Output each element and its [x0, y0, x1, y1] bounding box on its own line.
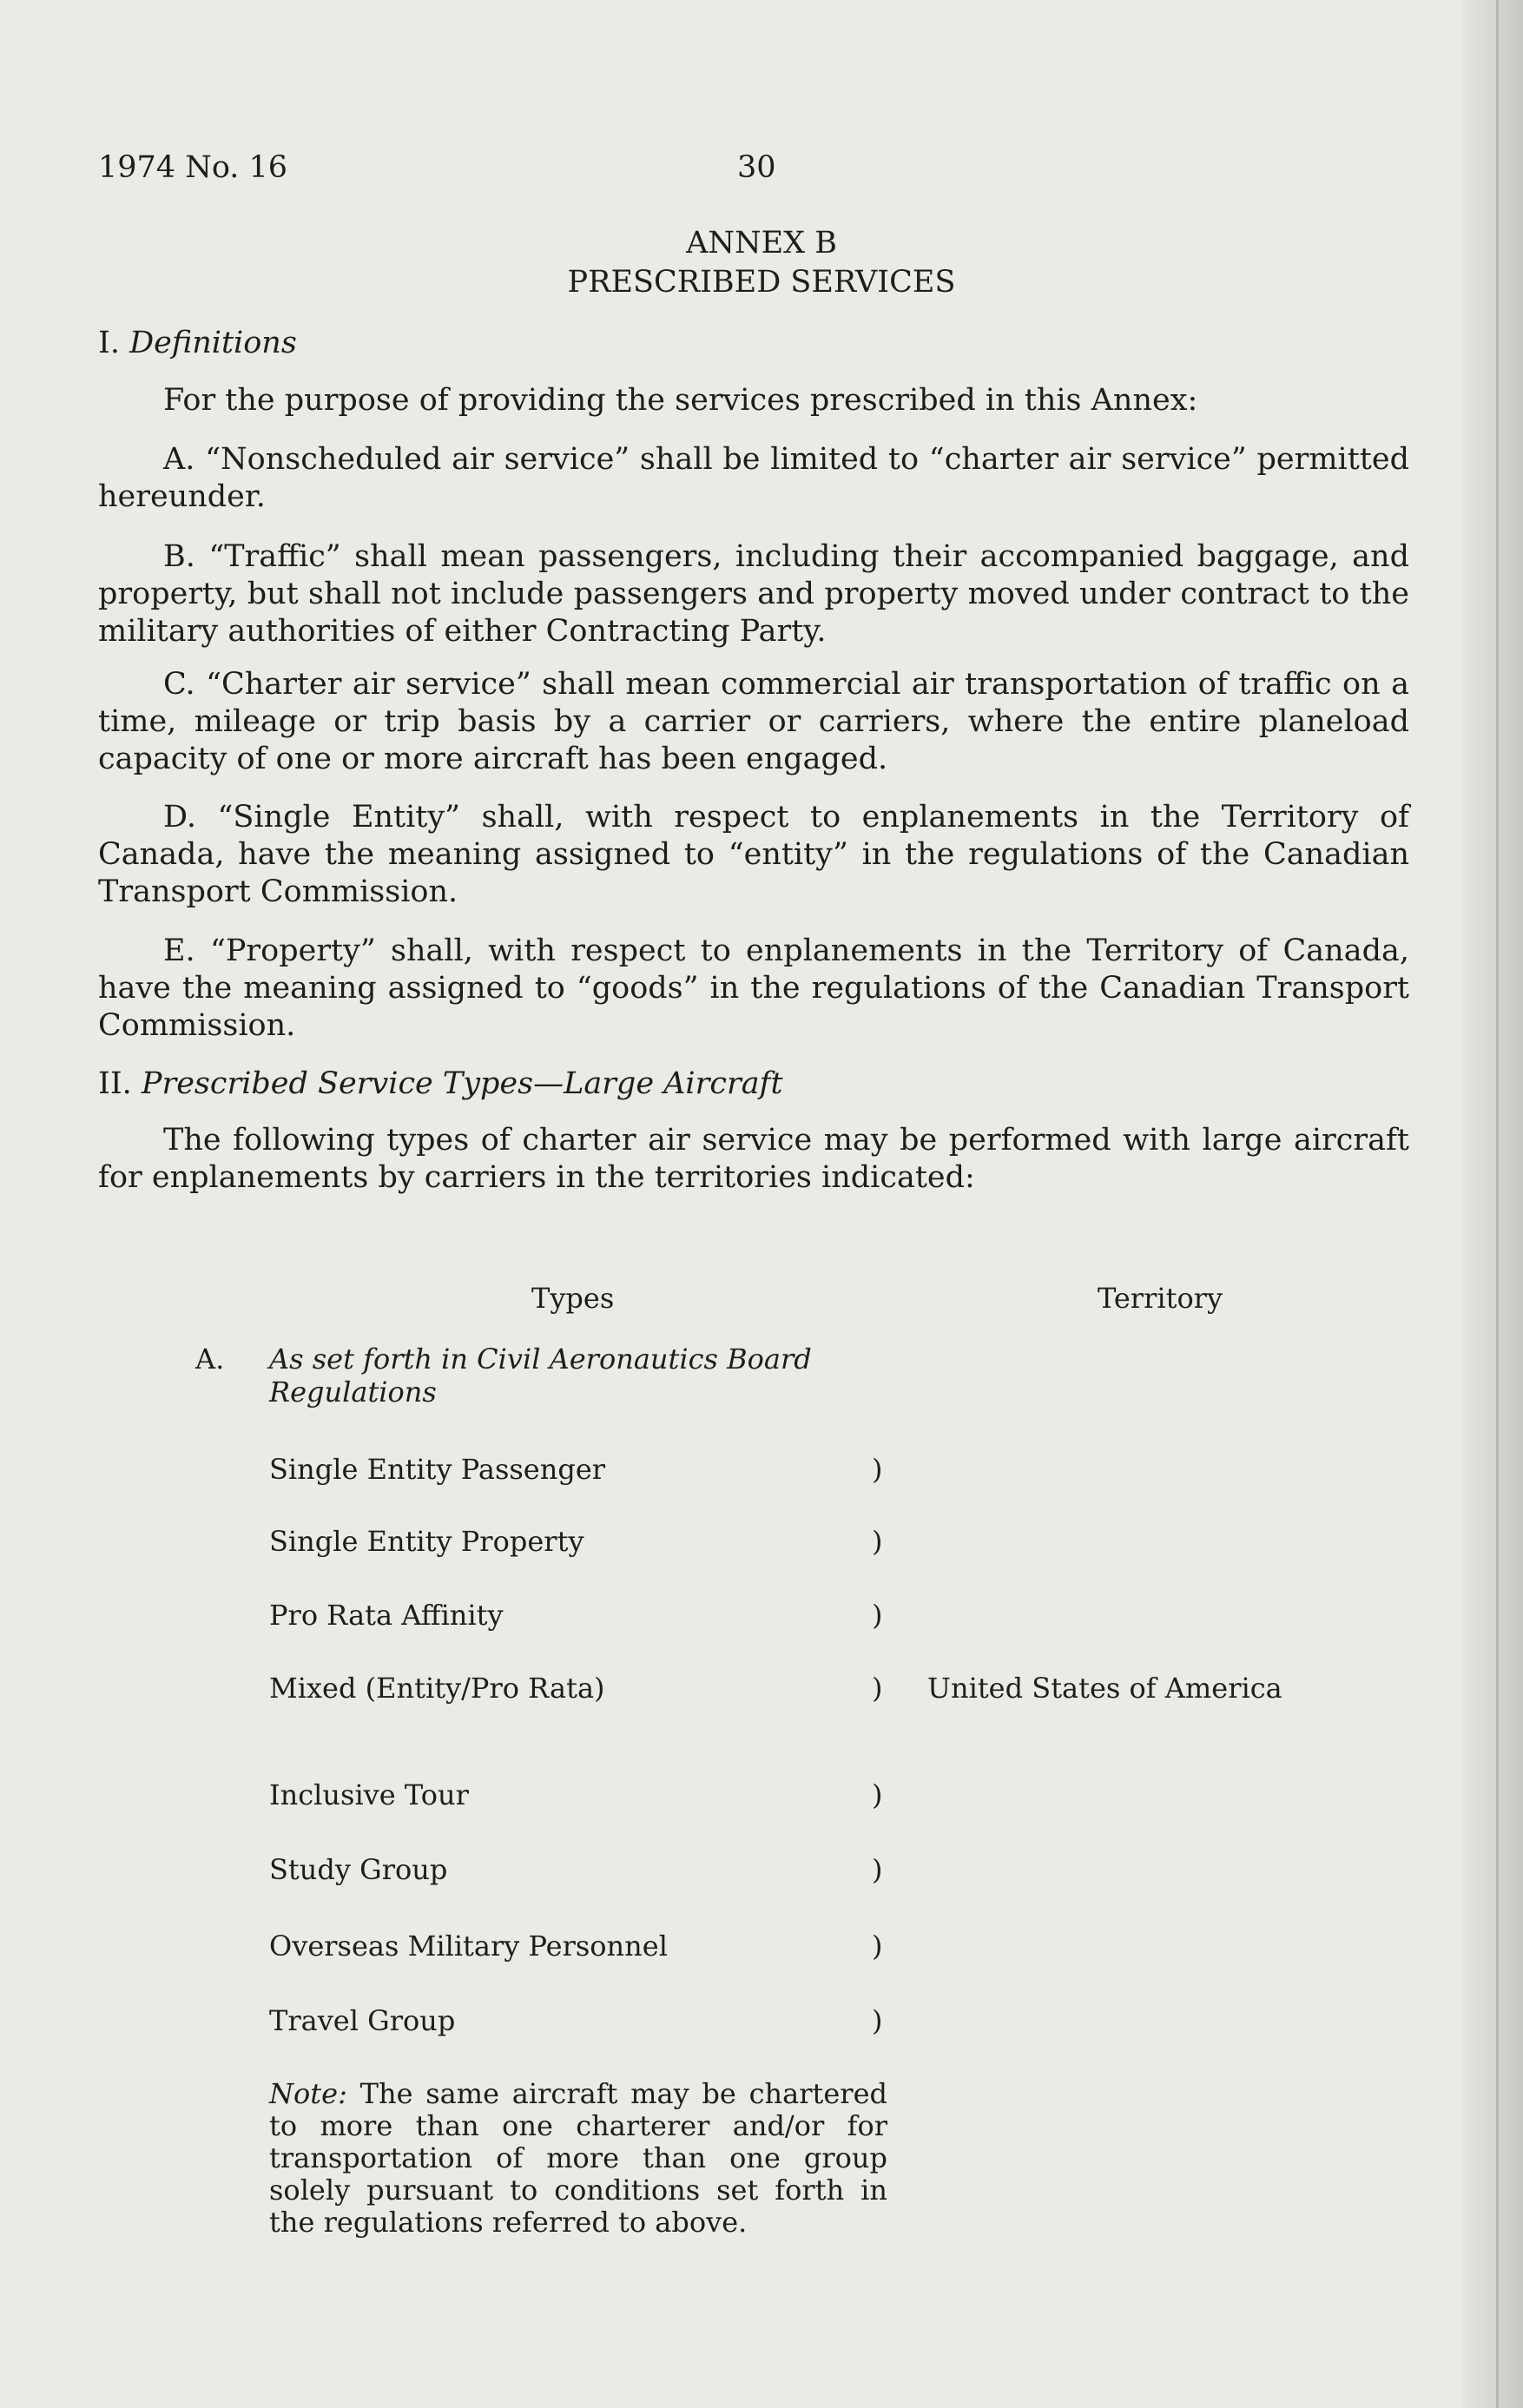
type-travel-group: Travel Group — [269, 2004, 456, 2037]
row-label: A. — [195, 1343, 225, 1376]
definition-e — [98, 933, 1409, 1045]
type-pro-rata-affinity: Pro Rata Affinity — [269, 1599, 504, 1632]
section-numeral: I. — [98, 326, 120, 360]
section-title: Prescribed Service Types—Large Aircraft — [141, 1066, 783, 1101]
document-number: 1974 No. 16 — [98, 150, 288, 185]
type-single-entity-property: Single Entity Property — [269, 1525, 584, 1558]
annex-subtitle: PRESCRIBED SERVICES — [567, 265, 956, 300]
definition-b — [98, 538, 1409, 650]
binding-line — [1496, 0, 1499, 2408]
bracket-mark: ) — [872, 2004, 883, 2037]
note-text: The same aircraft may be chartered to more than one charterer and/or for transportation of more than one group solely pursuant to conditions set forth in the regulations referred to above. — [269, 2077, 888, 2239]
bracket-mark: ) — [872, 1672, 883, 1705]
territory-value: United States of America — [927, 1672, 1282, 1705]
section-heading-service-types — [98, 1066, 783, 1101]
bracket-mark: ) — [872, 1853, 883, 1886]
definition-label: A. — [163, 442, 195, 477]
row-a-description: As set forth in Civil Aeronautics Board Regulations — [269, 1343, 812, 1409]
definition-text: “Single Entity” shall, with respect to enplanements in the Territory of Canada, have the meaning assigned to “entity” in the regulations of the Canadian Transport Commission. — [98, 800, 1409, 909]
column-header-territory: Territory — [1098, 1282, 1223, 1315]
bracket-mark: ) — [872, 1930, 883, 1963]
bracket-mark: ) — [872, 1599, 883, 1632]
type-overseas-military-personnel: Overseas Military Personnel — [269, 1930, 668, 1963]
type-study-group: Study Group — [269, 1853, 448, 1886]
definition-text: “Property” shall, with respect to enplanements in the Territory of Canada, have the meaning assigned to “goods” in the regulations of the Canadian Transport Commission. — [98, 934, 1409, 1043]
definition-label: B. — [163, 539, 195, 574]
column-header-types: Types — [531, 1282, 615, 1315]
section-title: Definitions — [129, 326, 297, 360]
type-mixed: Mixed (Entity/Pro Rata) — [269, 1672, 605, 1705]
note-label: Note: — [269, 2077, 347, 2110]
definition-a — [98, 441, 1409, 516]
bracket-mark: ) — [872, 1525, 883, 1558]
type-single-entity-passenger: Single Entity Passenger — [269, 1453, 606, 1486]
section-numeral: II. — [98, 1066, 132, 1101]
definition-label: C. — [163, 667, 195, 702]
definition-c — [98, 666, 1409, 778]
intro-text: The following types of charter air service may be performed with large aircraft for enplanements by carriers in the territories indicated: — [98, 1123, 1409, 1195]
intro-text: For the purpose of providing the services prescribed in this Annex: — [163, 383, 1198, 418]
definition-label: E. — [163, 934, 195, 968]
bracket-mark: ) — [872, 1453, 883, 1486]
page-edge-shadow — [1462, 0, 1523, 2408]
definition-label: D. — [163, 800, 196, 835]
bracket-mark: ) — [872, 1778, 883, 1811]
section-heading-definitions — [98, 326, 297, 360]
note — [269, 2078, 887, 2239]
service-types-intro — [98, 1122, 1409, 1197]
annex-title: ANNEX B — [686, 226, 837, 261]
definition-d — [98, 799, 1409, 911]
definition-text: “Charter air service” shall mean commercial air transportation of traffic on a time, mileage or trip basis by a carrier or carriers, where the entire planeload capacity of one or more aircraft has been engaged. — [98, 667, 1409, 776]
definitions-intro — [98, 382, 1409, 419]
definition-text: “Traffic” shall mean passengers, including their accompanied baggage, and property, but shall not include passengers and property moved under contract to the military authorities of either Contracting Party. — [98, 539, 1409, 649]
definition-text: “Nonscheduled air service” shall be limited to “charter air service” permitted hereunder. — [98, 442, 1409, 514]
type-inclusive-tour: Inclusive Tour — [269, 1778, 469, 1811]
page-number: 30 — [737, 150, 776, 185]
